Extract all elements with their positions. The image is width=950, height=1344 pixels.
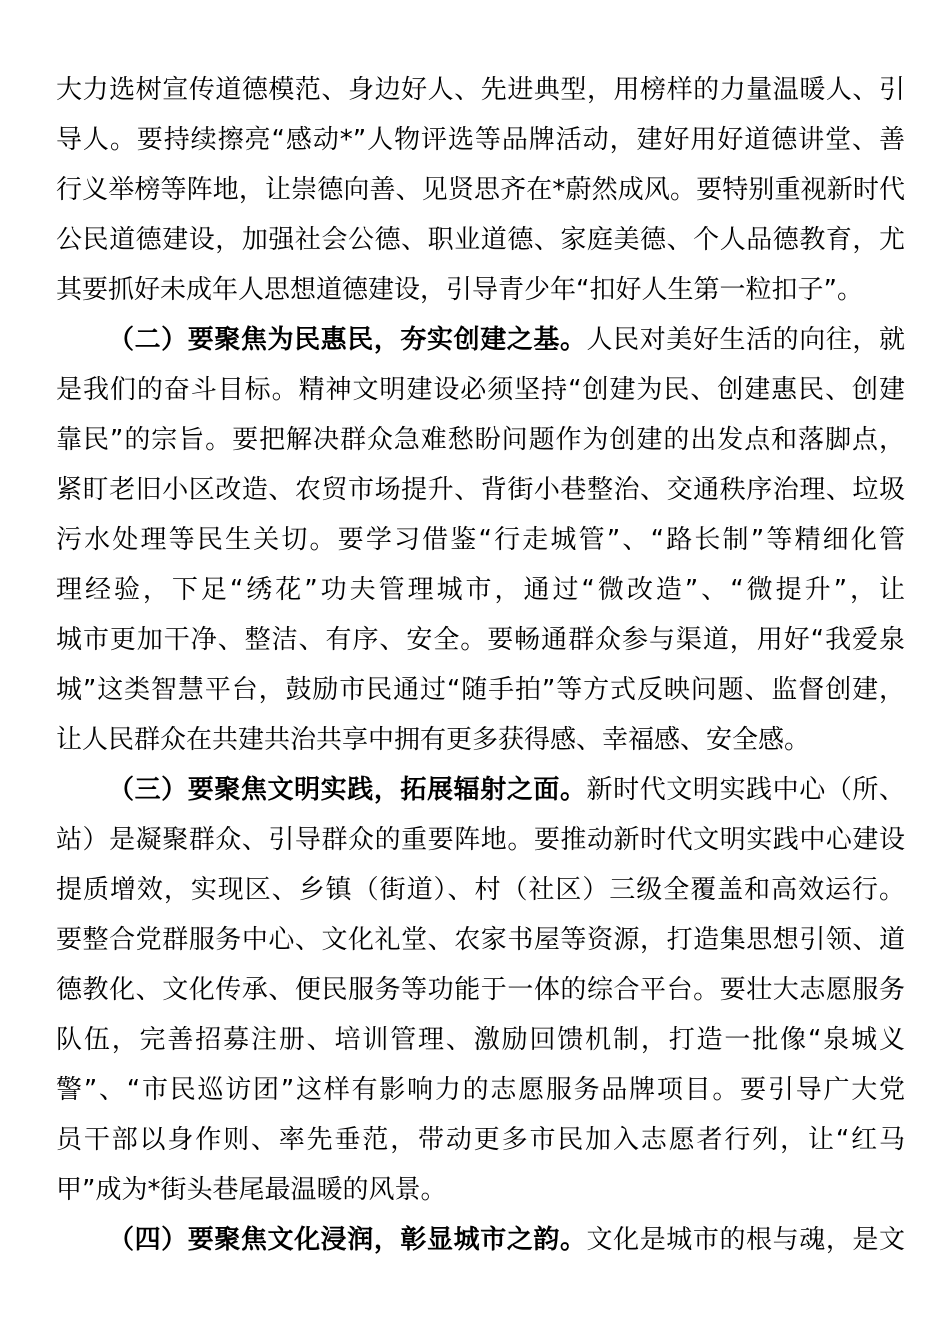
line-text-segment: 德教化、文化传承、便民服务等功能于一体的综合平台。要壮大志愿服务 (56, 975, 905, 1005)
line-text-segment: 新时代文明实践中心（所、 (586, 775, 905, 805)
text-line (56, 1115, 905, 1165)
text-line (56, 915, 905, 965)
text-line-heading (56, 765, 905, 815)
section-heading-2: （二）要聚焦为民惠民，夯实创建之基。 (108, 325, 587, 355)
line-text-segment: 紧盯老旧小区改造、农贸市场提升、背街小巷整治、交通秩序治理、垃圾 (56, 475, 905, 505)
text-line (56, 465, 905, 515)
line-text-segment: 让人民群众在共建共治共享中拥有更多获得感、幸福感、安全感。 (56, 725, 811, 755)
text-line (56, 565, 905, 615)
text-line-heading (56, 1215, 905, 1265)
line-text-segment: 是我们的奋斗目标。精神文明建设必须坚持“创建为民、创建惠民、创建 (56, 375, 905, 405)
line-text-segment: 城”这类智慧平台，鼓励市民通过“随手拍”等方式反映问题、监督创建， (56, 675, 905, 705)
line-text-segment: 甲”成为*街头巷尾最温暖的风景。 (56, 1175, 447, 1205)
line-text-segment: 行义举榜等阵地，让崇德向善、见贤思齐在*蔚然成风。要特别重视新时代 (56, 175, 905, 205)
line-text-segment: 靠民”的宗旨。要把解决群众急难愁盼问题作为创建的出发点和落脚点， (56, 425, 905, 455)
paragraph (56, 1215, 905, 1265)
text-line (56, 215, 905, 265)
line-text-segment: 员干部以身作则、率先垂范，带动更多市民加入志愿者行列，让“红马 (56, 1125, 905, 1155)
text-line-heading (56, 315, 905, 365)
line-text-segment: 要整合党群服务中心、文化礼堂、农家书屋等资源，打造集思想引领、道 (56, 925, 905, 955)
text-line (56, 615, 905, 665)
line-text-segment: 人民对美好生活的向往，就 (586, 325, 905, 355)
text-line (56, 665, 905, 715)
text-line (56, 415, 905, 465)
line-text-segment: 站）是凝聚群众、引导群众的重要阵地。要推动新时代文明实践中心建设 (56, 825, 905, 855)
paragraph (56, 765, 905, 1215)
line-text-segment: 城市更加干净、整洁、有序、安全。要畅通群众参与渠道，用好“我爱泉 (56, 625, 905, 655)
line-text-segment: 公民道德建设，加强社会公德、职业道德、家庭美德、个人品德教育，尤 (56, 225, 905, 255)
paragraph (56, 65, 905, 315)
line-text-segment: 大力选树宣传道德模范、身边好人、先进典型，用榜样的力量温暖人、引 (56, 75, 905, 105)
text-line (56, 965, 905, 1015)
text-line (56, 515, 905, 565)
text-line (56, 1165, 905, 1215)
text-line (56, 865, 905, 915)
line-text-segment: 污水处理等民生关切。要学习借鉴“行走城管”、“路长制”等精细化管 (56, 525, 905, 555)
line-text-segment: 理经验，下足“绣花”功夫管理城市，通过“微改造”、“微提升”，让 (56, 575, 905, 605)
text-line (56, 1065, 905, 1115)
text-line (56, 265, 905, 315)
text-line (56, 365, 905, 415)
text-line (56, 1015, 905, 1065)
text-line (56, 715, 905, 765)
text-line (56, 815, 905, 865)
line-text-segment: 警”、“市民巡访团”这样有影响力的志愿服务品牌项目。要引导广大党 (56, 1075, 905, 1105)
text-line (56, 65, 905, 115)
text-line (56, 115, 905, 165)
line-text-segment: 其要抓好未成年人思想道德建设，引导青少年“扣好人生第一粒扣子”。 (56, 275, 863, 305)
text-line (56, 165, 905, 215)
section-heading-4: （四）要聚焦文化浸润，彰显城市之韵。 (108, 1225, 587, 1255)
paragraph (56, 315, 905, 765)
line-text-segment: 文化是城市的根与魂，是文 (586, 1225, 905, 1255)
line-text-segment: 导人。要持续擦亮“感动*”人物评选等品牌活动，建好用好道德讲堂、善 (56, 125, 905, 155)
line-text-segment: 提质增效，实现区、乡镇（街道）、村（社区）三级全覆盖和高效运行。 (56, 875, 905, 905)
line-text-segment: 队伍，完善招募注册、培训管理、激励回馈机制，打造一批像“泉城义 (56, 1025, 905, 1055)
section-heading-3: （三）要聚焦文明实践，拓展辐射之面。 (108, 775, 587, 805)
